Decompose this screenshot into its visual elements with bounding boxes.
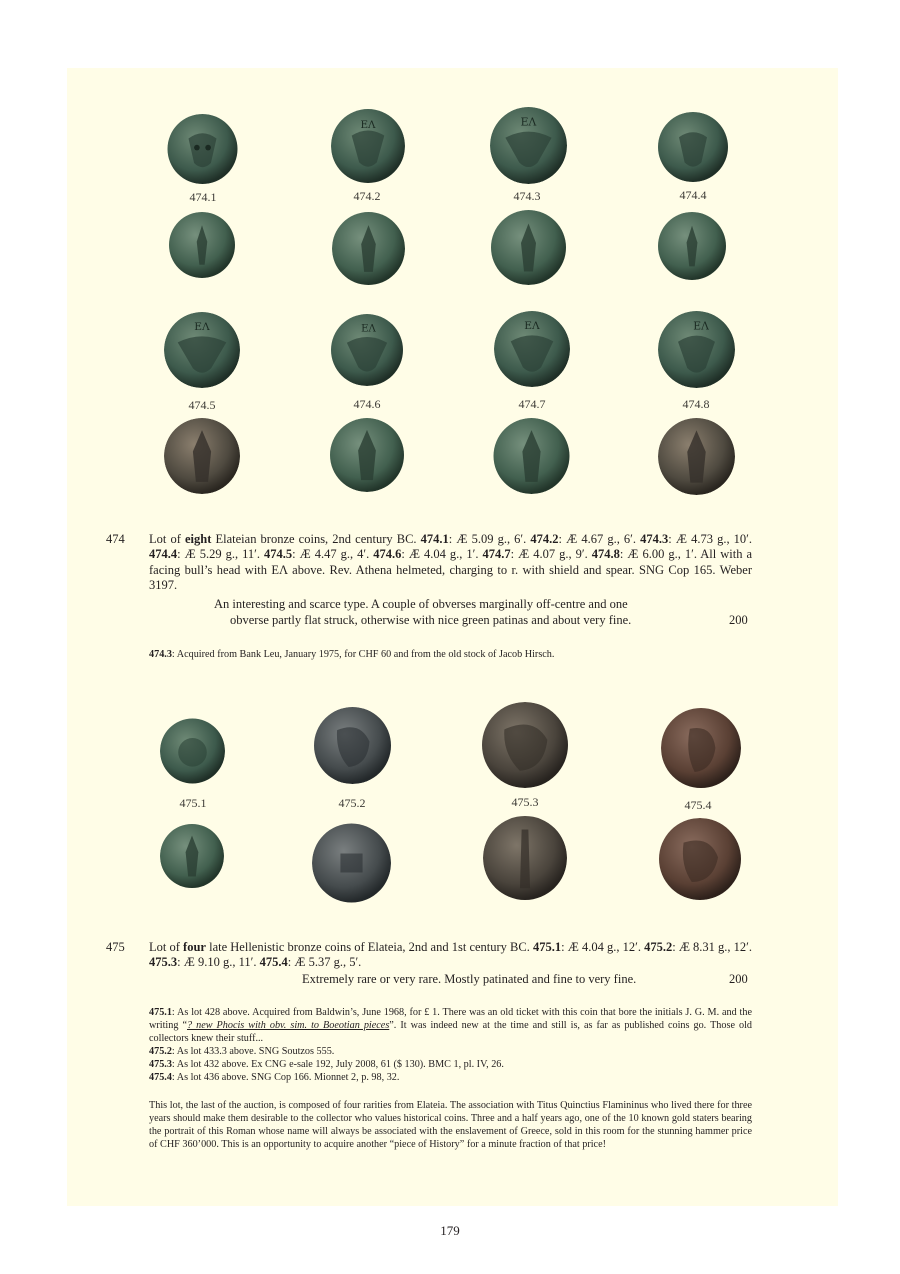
coin-475-2-obverse xyxy=(313,707,392,784)
estimate: 200 xyxy=(729,972,748,986)
coin-475-1-reverse xyxy=(160,823,224,889)
note-475-2: 475.2: As lot 433.3 above. SNG Soutzos 555. xyxy=(149,1046,335,1057)
coin-475-4-reverse xyxy=(657,818,743,900)
coin-474-8-obverse xyxy=(658,311,735,388)
coin-474-6-obverse xyxy=(329,314,405,386)
coin-474-6-reverse xyxy=(329,418,405,492)
provenance-notes xyxy=(149,1006,752,1084)
coin-474-4-reverse xyxy=(656,212,728,280)
lot-description: Lot of eight Elateian bronze coins, 2nd century BC. 474.1: Æ 5.09 g., 6′. 474.2: Æ 4.67 g., 6′. 474.3: Æ 4.73 g., 10′. 474.4: Æ 5.29 g., 11′. 474.5: Æ 4.47 g., 4′. 474.6: Æ 4.04 g., 1′. 474.7: Æ 4.07 g., 9′. 474.8: Æ 6.00 g., 1′. All with a facing bull’s head with ΕΛ above. Rev. Athena helmeted, charging to r. with shield and spear. SNG Cop 165. Weber 3197. xyxy=(149,532,753,593)
estimate: 200 xyxy=(729,613,748,627)
coin-475-3-reverse xyxy=(483,815,567,901)
svg-text:ΕΛ: ΕΛ xyxy=(194,320,210,334)
coin-label: 474.7 xyxy=(518,397,546,411)
condition-line-2: obverse partly flat struck, otherwise with nice green patinas and about very fine. xyxy=(230,613,632,627)
coin-474-2-obverse xyxy=(331,107,405,185)
lot-number: 475 xyxy=(106,940,125,954)
coin-474-7-reverse xyxy=(493,418,570,494)
svg-text:ΕΛ: ΕΛ xyxy=(361,323,376,335)
page-number: 179 xyxy=(440,1223,460,1238)
coin-475-3-obverse xyxy=(480,702,570,788)
coin-475-4-obverse xyxy=(661,704,741,792)
coin-label: 474.5 xyxy=(188,398,216,412)
coin-label: 475.3 xyxy=(511,795,539,809)
provenance-note: 474.3: Acquired from Bank Leu, January 1975, for CHF 60 and from the old stock of Jacob Hirsch. xyxy=(149,649,555,660)
coin-474-3-obverse xyxy=(490,107,567,184)
coin-474-5-obverse xyxy=(164,312,240,388)
coin-474-2-reverse xyxy=(332,210,405,287)
svg-text:ΕΛ: ΕΛ xyxy=(360,119,376,132)
coin-label: 474.1 xyxy=(189,190,217,204)
coin-label: 474.3 xyxy=(513,189,541,203)
lot-description: Lot of four late Hellenistic bronze coins of Elateia, 2nd and 1st century BC. 475.1: Æ 4.04 g., 12′. 475.2: Æ 8.31 g., 12′. 475.3: Æ 9.10 g., 11′. 475.4: Æ 5.37 g., 5′. xyxy=(149,940,753,970)
coin-label: 474.2 xyxy=(353,189,381,203)
condition-line: Extremely rare or very rare. Mostly patinated and fine to very fine. xyxy=(302,972,637,986)
svg-text:ΕΛ: ΕΛ xyxy=(693,319,709,333)
coin-label: 475.4 xyxy=(684,798,712,812)
coin-474-1-obverse xyxy=(166,114,239,184)
coin-475-2-reverse xyxy=(312,823,391,903)
coin-474-7-obverse xyxy=(494,311,570,387)
coin-474-3-reverse xyxy=(490,210,567,285)
coin-label: 474.8 xyxy=(682,397,710,411)
closing-paragraph: This lot, the last of the auction, is composed of four rarities from Elateia. The association with Titus Quinctius Flamininus who lived there for three years should make them desirable to the collector who values historical coins. Three and a half years ago, one of the 10 known gold staters bearing the portrait of this Roman whose name will always be associated with the enslavement of Greece, sold in this room for the stunning hammer price of CHF 360’000. This is an opportunity to acquire another “piece of History” for a minute fraction of that price! xyxy=(149,1100,752,1150)
svg-text:ΕΛ: ΕΛ xyxy=(520,115,537,129)
coin-474-5-reverse xyxy=(164,418,240,494)
coin-label: 475.1 xyxy=(179,796,207,810)
coin-474-4-obverse xyxy=(656,112,730,182)
coin-474-1-reverse xyxy=(166,212,238,278)
coin-475-1-obverse xyxy=(160,717,225,785)
coin-label: 474.4 xyxy=(679,188,707,202)
note-475-3: 475.3: As lot 432 above. Ex CNG e-sale 192, July 2008, 61 ($ 130). BMC 1, pl. IV, 26. xyxy=(149,1059,504,1070)
coin-label: 475.2 xyxy=(338,796,366,810)
note-475-1: 475.1: As lot 428 above. Acquired from Baldwin’s, June 1968, for £ 1. There was an old ticket with this coin that bore the initials J. G. M. and the writing “? new Phocis with obv. sim. to Boeotian pieces”. It was indeed new at the time and still is, as far as published coins go. Those old collectors knew their stuff... xyxy=(149,1007,753,1044)
note-475-4: 475.4: As lot 436 above. SNG Cop 166. Mionnet 2, p. 98, 32. xyxy=(149,1072,400,1083)
condition-line-1: An interesting and scarce type. A couple of obverses marginally off-centre and one xyxy=(214,597,628,611)
coin-label: 474.6 xyxy=(353,397,381,411)
svg-text:ΕΛ: ΕΛ xyxy=(524,319,540,333)
coin-474-8-reverse xyxy=(658,418,735,495)
lot-number: 474 xyxy=(106,532,125,546)
